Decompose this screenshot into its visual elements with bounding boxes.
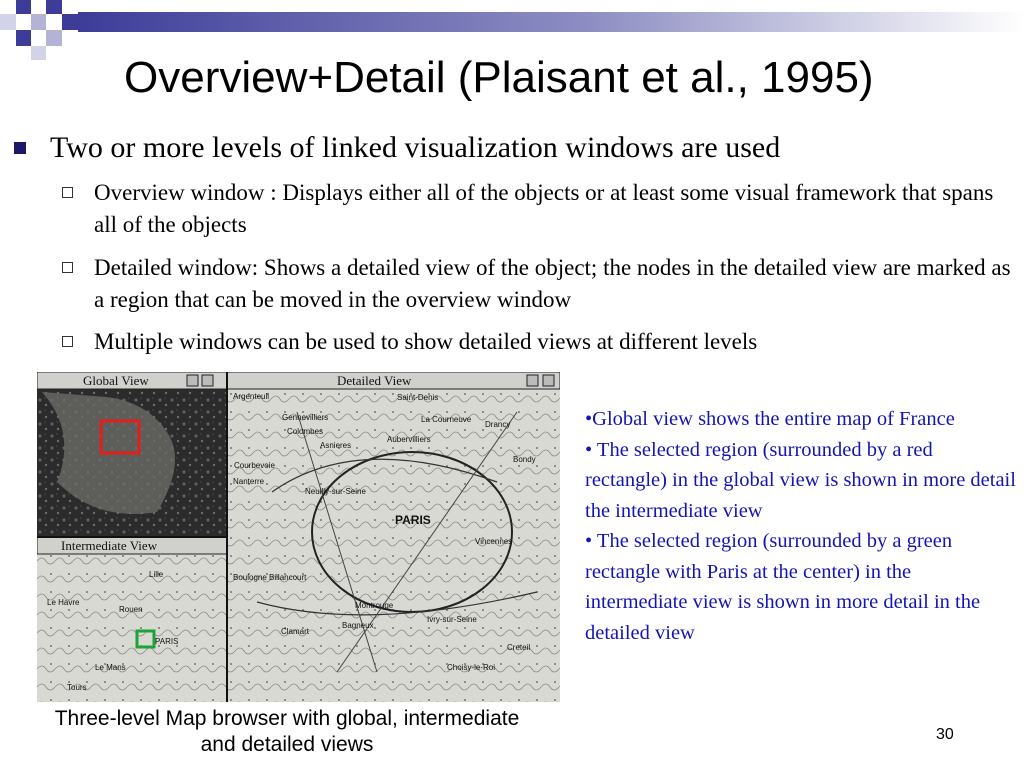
main-bullet-text: Two or more levels of linked visualization windows are used xyxy=(50,131,781,164)
map-label: Neuilly-sur-Seine xyxy=(305,487,366,496)
map-label: Lille xyxy=(149,570,164,579)
map-label: Choisy-le-Roi xyxy=(447,663,496,672)
square-bullet-icon xyxy=(14,142,26,154)
intermediate-view-title: Intermediate View xyxy=(61,538,158,553)
map-label: Le Havre xyxy=(47,598,80,607)
map-browser-illustration xyxy=(37,372,560,702)
hollow-square-bullet-icon xyxy=(62,336,73,347)
map-label: Boulogne Billancourt xyxy=(233,573,307,582)
map-label: Ivry-sur-Seine xyxy=(427,615,477,624)
global-view-title: Global View xyxy=(83,373,149,388)
map-label: Drancy xyxy=(485,420,511,429)
map-label: Rouen xyxy=(119,605,143,614)
note-global-view: •Global view shows the entire map of France xyxy=(585,408,955,430)
map-label: La Courneuve xyxy=(421,415,472,424)
map-label: Bagneux xyxy=(342,621,374,630)
map-label: Tours xyxy=(67,683,87,692)
map-label: Saint-Denis xyxy=(397,393,439,402)
sub-bullet-text: Overview window : Displays either all of the objects or at least some visual framework that spans all of the objects xyxy=(94,180,994,237)
map-label: Nanterre xyxy=(233,477,265,486)
detailed-view-title: Detailed View xyxy=(337,373,412,388)
map-label: Courbevoie xyxy=(234,461,275,470)
map-label: Vincennes xyxy=(475,537,513,546)
sub-bullet-text: Detailed window: Shows a detailed view of the object; the nodes in the detailed view are marked as a region that can be moved in the overview window xyxy=(94,255,1011,312)
hollow-square-bullet-icon xyxy=(62,187,73,198)
map-label: Le Mans xyxy=(95,663,126,672)
map-label: PARIS xyxy=(155,637,179,646)
map-label: Aubervilliers xyxy=(387,435,431,444)
map-label: Clamart xyxy=(281,627,310,636)
map-browser-figure xyxy=(37,372,560,702)
map-label: PARIS xyxy=(395,513,431,527)
map-label: Colombes xyxy=(287,427,324,436)
map-label: Montrouge xyxy=(355,601,394,610)
sub-bullet-text: Multiple windows can be used to show detailed views at different levels xyxy=(94,329,758,354)
figure-notes xyxy=(585,404,1017,648)
map-label: Argenteuil xyxy=(233,392,270,401)
intermediate-view-window xyxy=(37,537,227,702)
map-label: Asnieres xyxy=(320,441,352,450)
hollow-square-bullet-icon xyxy=(62,262,73,273)
note-green-rectangle: • The selected region (surrounded by a green rectangle with Paris at the center) in the intermediate view is shown in more detail in the detailed view xyxy=(585,530,981,644)
map-label: Creteil xyxy=(507,643,531,652)
map-label: Gennevilliers xyxy=(282,413,329,422)
page-number: 30 xyxy=(936,726,954,743)
header-bar xyxy=(78,12,1024,32)
slide-title: Overview+Detail (Plaisant et al., 1995) xyxy=(124,53,874,102)
note-red-rectangle: • The selected region (surrounded by a red rectangle) in the global view is shown in more detail the intermediate view xyxy=(585,438,1016,522)
figure-caption: Three-level Map browser with global, intermediate and detailed views xyxy=(54,707,520,756)
map-label: Bondy xyxy=(513,455,536,464)
